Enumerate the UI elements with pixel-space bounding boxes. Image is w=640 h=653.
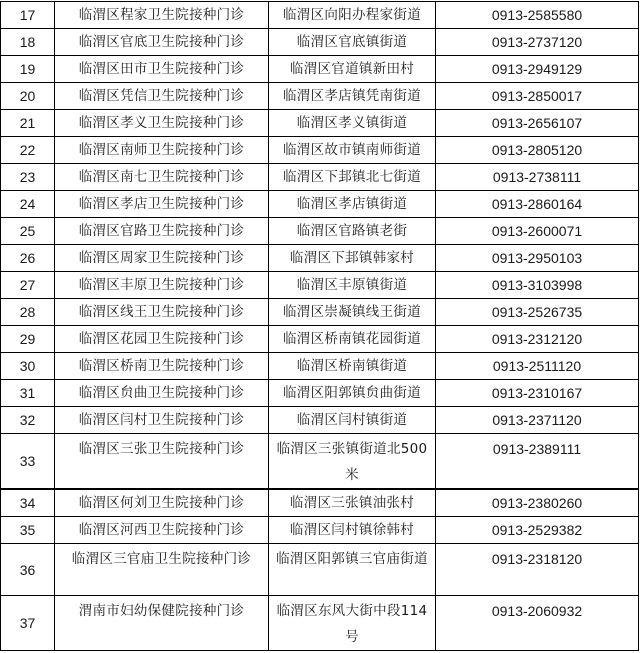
clinic-address: 临渭区桥南镇街道 [269, 353, 436, 380]
clinic-address: 临渭区三张镇街道北500米 [269, 434, 436, 490]
row-number: 22 [1, 137, 55, 164]
row-number: 32 [1, 407, 55, 434]
row-number: 28 [1, 299, 55, 326]
row-number: 27 [1, 272, 55, 299]
clinic-address: 临渭区桥南镇花园街道 [269, 326, 436, 353]
clinic-phone: 0913-2805120 [436, 137, 639, 164]
table-row [1, 517, 639, 544]
clinic-name: 临渭区线王卫生院接种门诊 [55, 299, 269, 326]
clinic-phone: 0913-2949129 [436, 56, 639, 83]
clinic-name: 临渭区官路卫生院接种门诊 [55, 218, 269, 245]
clinic-phone: 0913-2511120 [436, 353, 639, 380]
clinic-name: 临渭区何刘卫生院接种门诊 [55, 489, 269, 517]
clinic-phone: 0913-2737120 [436, 29, 639, 56]
clinic-address: 临渭区阳郭镇贠曲街道 [269, 380, 436, 407]
clinic-phone: 0913-2950103 [436, 245, 639, 272]
clinic-phone: 0913-2526735 [436, 299, 639, 326]
clinic-phone: 0913-2738111 [436, 164, 639, 191]
clinic-name: 临渭区三张卫生院接种门诊 [55, 434, 269, 490]
row-number: 37 [1, 596, 55, 651]
clinic-name: 临渭区周家卫生院接种门诊 [55, 245, 269, 272]
clinic-name: 临渭区桥南卫生院接种门诊 [55, 353, 269, 380]
table-row [1, 245, 639, 272]
clinic-address: 临渭区闫村镇徐韩村 [269, 517, 436, 544]
clinic-address: 临渭区官底镇街道 [269, 29, 436, 56]
clinic-name: 临渭区贠曲卫生院接种门诊 [55, 380, 269, 407]
clinic-phone: 0913-2310167 [436, 380, 639, 407]
clinic-name: 临渭区官底卫生院接种门诊 [55, 29, 269, 56]
clinic-phone: 0913-2585580 [436, 2, 639, 29]
clinic-address: 临渭区崇凝镇线王街道 [269, 299, 436, 326]
clinic-phone: 0913-2656107 [436, 110, 639, 137]
clinic-phone: 0913-2600071 [436, 218, 639, 245]
table-row [1, 56, 639, 83]
clinic-address: 临渭区闫村镇街道 [269, 407, 436, 434]
clinic-name: 临渭区丰原卫生院接种门诊 [55, 272, 269, 299]
row-number: 31 [1, 380, 55, 407]
clinic-phone: 0913-2389111 [436, 434, 639, 490]
row-number: 26 [1, 245, 55, 272]
table-row [1, 110, 639, 137]
clinic-address: 临渭区孝店镇街道 [269, 191, 436, 218]
clinic-name: 临渭区河西卫生院接种门诊 [55, 517, 269, 544]
table-row [1, 299, 639, 326]
table-row [1, 353, 639, 380]
clinic-address: 临渭区孝店镇凭南街道 [269, 83, 436, 110]
table-row [1, 191, 639, 218]
table-row [1, 596, 639, 651]
clinic-address: 临渭区下邽镇北七街道 [269, 164, 436, 191]
clinic-address: 临渭区东风大街中段114号 [269, 596, 436, 651]
row-number: 30 [1, 353, 55, 380]
table-row [1, 434, 639, 490]
row-number: 21 [1, 110, 55, 137]
clinic-name: 临渭区孝店卫生院接种门诊 [55, 191, 269, 218]
clinic-name: 临渭区孝义卫生院接种门诊 [55, 110, 269, 137]
row-number: 24 [1, 191, 55, 218]
row-number: 36 [1, 544, 55, 596]
clinic-phone: 0913-2380260 [436, 489, 639, 517]
row-number: 25 [1, 218, 55, 245]
clinic-phone: 0913-2371120 [436, 407, 639, 434]
row-number: 23 [1, 164, 55, 191]
clinic-name: 临渭区三官庙卫生院接种门诊 [55, 544, 269, 596]
row-number: 34 [1, 489, 55, 517]
row-number: 17 [1, 2, 55, 29]
clinic-address: 临渭区向阳办程家街道 [269, 2, 436, 29]
clinic-name: 临渭区花园卫生院接种门诊 [55, 326, 269, 353]
clinic-name: 临渭区南七卫生院接种门诊 [55, 164, 269, 191]
clinic-address: 临渭区丰原镇街道 [269, 272, 436, 299]
clinic-address: 临渭区孝义镇街道 [269, 110, 436, 137]
clinic-name: 临渭区南师卫生院接种门诊 [55, 137, 269, 164]
clinic-address: 临渭区官道镇新田村 [269, 56, 436, 83]
table-row [1, 272, 639, 299]
clinic-address: 临渭区下邽镇韩家村 [269, 245, 436, 272]
table-row [1, 137, 639, 164]
row-number: 20 [1, 83, 55, 110]
table-row [1, 218, 639, 245]
clinic-phone: 0913-2060932 [436, 596, 639, 651]
row-number: 18 [1, 29, 55, 56]
clinic-address: 临渭区三张镇油张村 [269, 489, 436, 517]
table-row [1, 2, 639, 29]
table-row [1, 29, 639, 56]
row-number: 19 [1, 56, 55, 83]
clinic-phone: 0913-2860164 [436, 191, 639, 218]
clinic-name: 临渭区程家卫生院接种门诊 [55, 2, 269, 29]
clinic-address: 临渭区故市镇南师街道 [269, 137, 436, 164]
clinic-table [0, 1, 639, 651]
clinic-table-body [1, 2, 639, 651]
clinic-name: 临渭区凭信卫生院接种门诊 [55, 83, 269, 110]
clinic-phone: 0913-3103998 [436, 272, 639, 299]
clinic-phone: 0913-2312120 [436, 326, 639, 353]
table-row [1, 544, 639, 596]
clinic-phone: 0913-2529382 [436, 517, 639, 544]
clinic-phone: 0913-2318120 [436, 544, 639, 596]
row-number: 35 [1, 517, 55, 544]
clinic-address: 临渭区阳郭镇三官庙街道 [269, 544, 436, 596]
table-row [1, 407, 639, 434]
clinic-name: 渭南市妇幼保健院接种门诊 [55, 596, 269, 651]
table-row [1, 489, 639, 517]
clinic-name: 临渭区田市卫生院接种门诊 [55, 56, 269, 83]
clinic-name: 临渭区闫村卫生院接种门诊 [55, 407, 269, 434]
table-row [1, 164, 639, 191]
table-row [1, 326, 639, 353]
table-row [1, 380, 639, 407]
table-row [1, 83, 639, 110]
clinic-address: 临渭区官路镇老街 [269, 218, 436, 245]
row-number: 29 [1, 326, 55, 353]
row-number: 33 [1, 434, 55, 490]
clinic-phone: 0913-2850017 [436, 83, 639, 110]
